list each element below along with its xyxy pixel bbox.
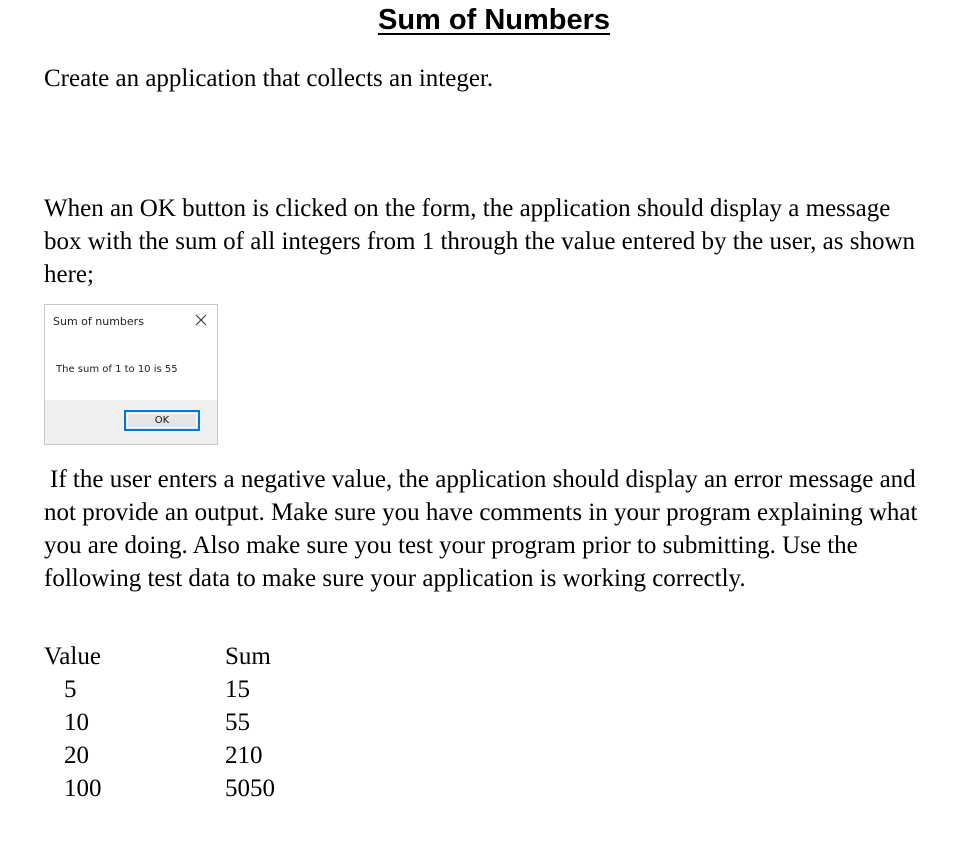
sum-cell: 15 xyxy=(225,676,250,703)
intro-paragraph: Create an application that collects an integer. xyxy=(44,65,494,92)
value-cell: 100 xyxy=(64,775,102,802)
message-box-caption: Sum of numbers xyxy=(53,315,144,328)
instructions-paragraph: If the user enters a negative value, the application should display an error message and not provide an output. Make sure you have comments in your program explaining what you are doing. Also make sure you test your program prior to submitting. Use the following test data to make sure your application is working correctly. xyxy=(44,466,918,592)
message-box-text: The sum of 1 to 10 is 55 xyxy=(56,364,178,375)
table-row xyxy=(44,706,345,739)
table-row xyxy=(44,673,345,706)
sum-cell: 5050 xyxy=(225,775,275,802)
value-cell: 20 xyxy=(64,742,89,769)
table-header-row xyxy=(44,640,345,673)
test-data-table xyxy=(44,640,345,805)
value-cell: 5 xyxy=(64,676,77,703)
page-title: Sum of Numbers xyxy=(377,4,611,36)
message-box-footer xyxy=(45,400,217,444)
message-box-screenshot xyxy=(44,304,218,445)
close-icon[interactable] xyxy=(194,312,208,326)
sum-cell: 210 xyxy=(225,742,263,769)
ok-behavior-paragraph: When an OK button is clicked on the form, the application should display a message box with the sum of all integers from 1 through the value entered by the user, as shown here; xyxy=(44,195,916,288)
sum-cell: 55 xyxy=(225,709,250,736)
table-row xyxy=(44,739,345,772)
table-row xyxy=(44,772,345,805)
column-header-value: Value xyxy=(44,643,101,670)
column-header-sum: Sum xyxy=(225,643,271,670)
ok-button[interactable]: OK xyxy=(124,410,200,431)
value-cell: 10 xyxy=(64,709,89,736)
